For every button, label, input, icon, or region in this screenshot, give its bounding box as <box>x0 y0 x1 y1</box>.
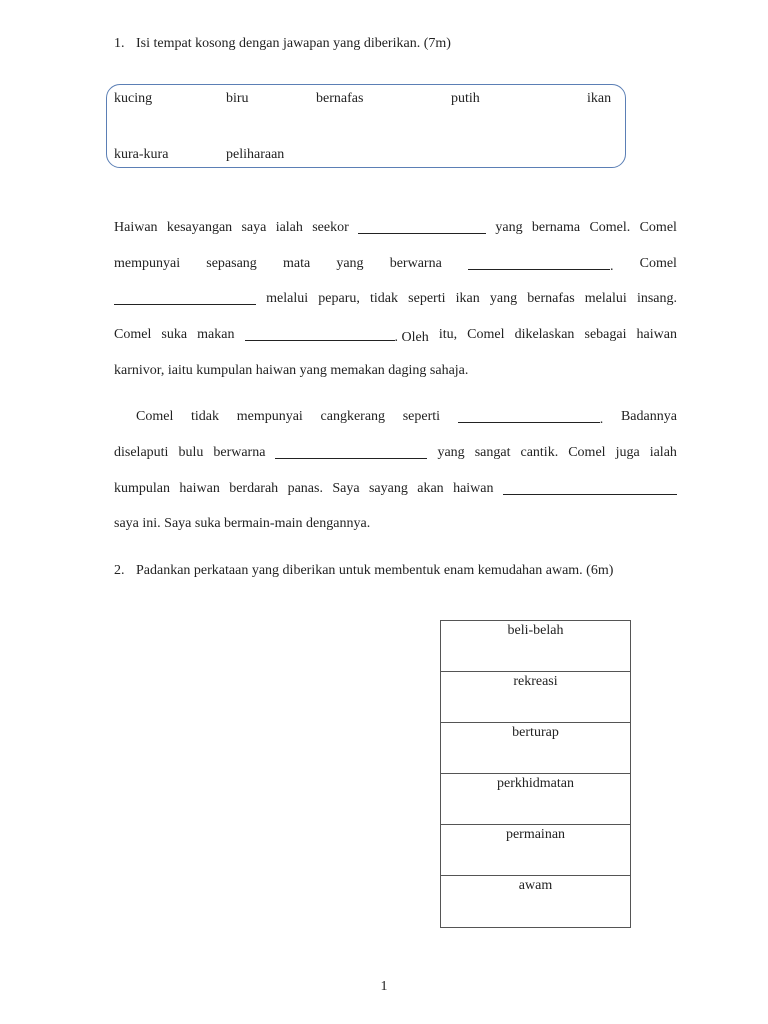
passage-line: mempunyai sepasang mata yang berwarna . Comel <box>114 256 677 274</box>
passage-line: diselaputi bulu berwarna yang sangat cantik. Comel juga ialah <box>114 445 677 460</box>
table-cell: rekreasi <box>441 672 630 723</box>
passage-line: melalui peparu, tidak seperti ikan yang bernafas melalui insang. <box>114 291 677 311</box>
passage-line: kumpulan haiwan berdarah panas. Saya sayang akan haiwan <box>114 481 677 501</box>
table-cell: beli-belah <box>441 621 630 672</box>
answer-blank[interactable] <box>358 220 486 234</box>
word-bank-item: kura-kura <box>114 147 169 162</box>
word-bank-item: biru <box>226 91 249 106</box>
table-cell: berturap <box>441 723 630 774</box>
answer-blank[interactable] <box>275 445 427 459</box>
word-bank-item: peliharaan <box>226 147 285 162</box>
word-bank-item: ikan <box>587 91 612 106</box>
answer-blank[interactable] <box>503 481 677 495</box>
table-cell: perkhidmatan <box>441 774 630 825</box>
question-1 <box>114 36 451 52</box>
answer-blank[interactable] <box>245 327 395 341</box>
passage-line: saya ini. Saya suka bermain-main dengannya. <box>114 516 371 531</box>
word-bank-item: putih <box>451 91 480 106</box>
word-bank-box <box>106 84 626 168</box>
passage-line: Haiwan kesayangan saya ialah seekor yang bernama Comel. Comel <box>114 220 677 235</box>
answer-blank[interactable] <box>468 256 610 270</box>
question-number: 1. <box>114 36 125 51</box>
passage-line: Comel suka makan . Oleh itu, Comel dikelaskan sebagai haiwan <box>114 327 677 345</box>
question-instruction: Padankan perkataan yang diberikan untuk membentuk enam kemudahan awam. (6m) <box>136 563 614 578</box>
table-cell: awam <box>518 878 553 893</box>
page-number: 1 <box>380 979 388 994</box>
word-bank-item: kucing <box>114 91 153 106</box>
passage-line: karnivor, iaitu kumpulan haiwan yang memakan daging sahaja. <box>114 363 469 378</box>
matching-table <box>440 620 631 928</box>
question-instruction: Isi tempat kosong dengan jawapan yang diberikan. (7m) <box>136 36 451 51</box>
table-cell: permainan <box>441 825 630 876</box>
question-number: 2. <box>114 563 125 578</box>
passage-line: Comel tidak mempunyai cangkerang seperti . Badannya <box>136 409 677 427</box>
question-2 <box>114 563 613 579</box>
answer-blank[interactable] <box>458 409 600 423</box>
word-bank-item: bernafas <box>316 91 364 106</box>
answer-blank[interactable] <box>114 291 256 305</box>
